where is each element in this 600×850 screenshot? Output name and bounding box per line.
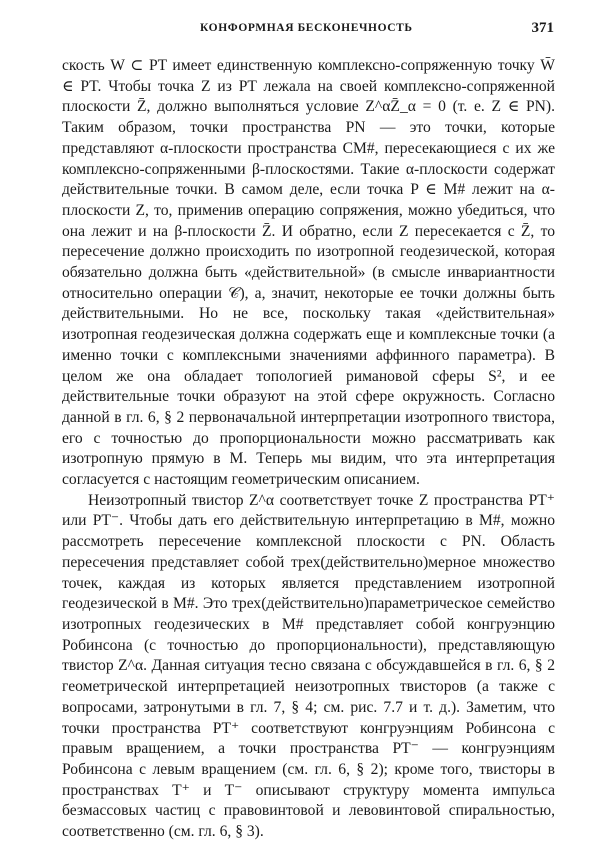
body-text [62,56,555,843]
paragraph-1: скость W ⊂ PT имеет единственную комплексно-сопряженную точку W̄ ∈ PT. Чтобы точка Z из PT лежала на своей комплексно-сопряженной плоскости Z̄, должно выполняться условие Z^αZ̄_α = 0 (т. е. Z ∈ PN). Таким образом, точки пространства PN — это точки, которые представляют α-плоскости пространства CM#, пересекающиеся с их же комплексно-сопряженными β-плоскостями. Такие α-плоскости содержат действительные точки. В самом деле, если точка P ∈ M# лежит на α-плоскости Z, то, применив операцию сопряжения, можно убедиться, что она лежит и на β-плоскости Z̄. И обратно, если Z пересекается с Z̄, то пересечение должно происходить по изотропной геодезической, которая обязательно должна быть «действительной» (в смысле инвариантности относительно операции 𝒞), а, значит, некоторые ее точки должны быть действительными. Но не все, поскольку такая «действительная» изотропная геодезическая должна содержать еще и комплексные точки (а именно точки с комплексными значениями аффинного параметра). В целом же она обладает топологией римановой сферы S², и ее действительные точки образуют на этой сфере окружность. Согласно данной в гл. 6, § 2 первоначальной интерпретации изотропного твистора, его с точностью до пропорциональности можно рассматривать как изотропную прямую в M. Теперь мы видим, что эта интерпретация согласуется с настоящим геометрическим описанием. [62,57,555,489]
paragraph-2: Неизотропный твистор Z^α соответствует точке Z пространства PT⁺ или PT⁻. Чтобы дать его действительную интерпретацию в M#, можно рассмотреть пересечение комплексной плоскости с PN. Область пересечения представляет собой трех(действительно)мерное множество точек, каждая из которых является представлением изотропной геодезической в M#. Это трех(действительно)параметрическое семейство изотропных геодезических в M# представляет собой конгруэнцию Робинсона (с точностью до пропорциональности), представляющую твистор Z^α. Данная ситуация тесно связана с обсуждавшейся в гл. 6, § 2 геометрической интерпретацией неизотропных твисторов (а также с вопросами, затронутыми в гл. 7, § 4; см. рис. 7.7 и т. д.). Заметим, что точки пространства PT⁺ соответствуют конгруэнциям Робинсона с правым вращением, а точки пространства PT⁻ — конгруэнциям Робинсона с левым вращением (см. гл. 6, § 2); кроме того, твисторы в пространствах T⁺ и T⁻ описывают структуру момента импульса безмассовых частиц с правовинтовой и левовинтовой спиральностью, соответственно (см. гл. 6, § 3). [62,491,555,841]
page-number: 371 [531,20,554,36]
page-header [64,20,554,42]
running-head: КОНФОРМНАЯ БЕСКОНЕЧНОСТЬ [200,22,413,34]
